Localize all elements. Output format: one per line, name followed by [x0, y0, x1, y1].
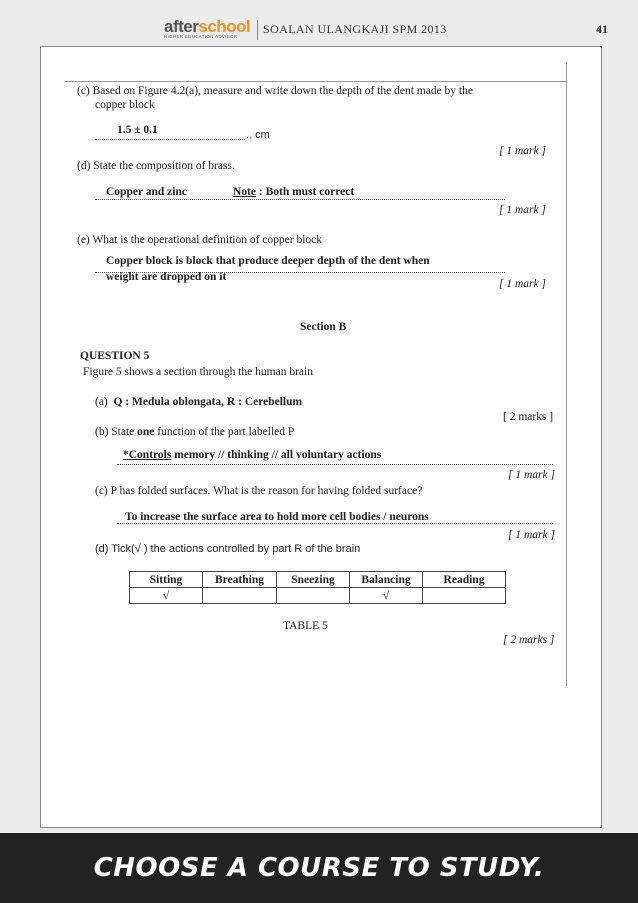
- table-header-cell: Breathing: [203, 572, 277, 588]
- tick-cell: √: [350, 588, 423, 604]
- tick-cell: [203, 588, 277, 604]
- top-rule: [65, 81, 566, 82]
- q5b-question: (b) State one function of the part labelled P: [95, 426, 295, 438]
- logo-wordmark: afterschool: [164, 17, 251, 36]
- q4d-answer: Copper and zinc: [106, 186, 187, 198]
- q4d-question: (d) State the composition of brass.: [77, 160, 235, 172]
- q5-title: QUESTION 5: [80, 350, 150, 362]
- q4e-answer-line1: Copper block is block that produce deeper depth of the dent when: [106, 255, 430, 267]
- afterschool-logo: [164, 17, 250, 39]
- q4d-answer-line: [95, 199, 505, 200]
- table-header-cell: Reading: [423, 572, 506, 588]
- banner-text: CHOOSE A COURSE TO STUDY.: [93, 853, 545, 883]
- q5d-question: (d) Tick(√ ) the actions controlled by part R of the brain: [95, 543, 361, 555]
- header-title: SOALAN ULANGKAJI SPM 2013: [263, 22, 447, 36]
- q4c-answer: 1.5 ± 0.1: [117, 124, 158, 136]
- q5c-answer-line: [117, 523, 553, 524]
- q5b-answer-line: [117, 464, 553, 465]
- q4c-question-line1: (c) Based on Figure 4.2(a), measure and write down the depth of the dent made by the: [77, 85, 473, 97]
- table-caption: TABLE 5: [283, 620, 328, 632]
- q5a-answer: (a) Q : Medula oblongata, R : Cerebellum: [95, 396, 303, 408]
- q4e-question: (e) What is the operational definition of copper block: [77, 234, 323, 246]
- promo-banner[interactable]: [0, 833, 638, 903]
- tick-cell: [277, 588, 350, 604]
- q5-intro: Figure 5 shows a section through the human brain: [83, 366, 313, 378]
- q5c-question: (c) P has folded surfaces. What is the reason for having folded surface?: [95, 485, 423, 497]
- q4e-answer-line2: weight are dropped on it: [106, 271, 227, 283]
- margin-line: [566, 62, 567, 686]
- table-header-cell: Sneezing: [277, 572, 350, 588]
- page-number: 41: [596, 22, 608, 36]
- logo-tagline: HIGHER EDUCATION ADVISOR: [164, 34, 238, 39]
- table-5: [129, 571, 506, 604]
- table-header-row: [130, 572, 506, 588]
- table-header-cell: Balancing: [350, 572, 423, 588]
- q5b-answer: *Controls memory // thinking // all voluntary actions: [123, 449, 382, 461]
- q4d-mark: [ 1 mark ]: [499, 204, 546, 216]
- q4c-question-line2: copper block: [95, 99, 155, 111]
- q4e-mark: [ 1 mark ]: [499, 278, 546, 290]
- table-header-cell: Sitting: [130, 572, 203, 588]
- q5d-mark: [ 2 marks ]: [503, 634, 555, 646]
- q5b-mark: [ 1 mark ]: [508, 469, 555, 481]
- header-divider: [257, 20, 258, 40]
- q5a-mark: [ 2 marks ]: [503, 411, 554, 423]
- q4d-note: Note : Both must correct: [233, 186, 355, 198]
- tick-cell: [423, 588, 506, 604]
- q5c-answer: To increase the surface area to hold more cell bodies / neurons: [125, 511, 429, 523]
- section-b-title: Section B: [300, 321, 347, 333]
- q4c-mark: [ 1 mark ]: [499, 145, 546, 157]
- q4c-answer-line: [95, 139, 245, 140]
- table-row: [130, 588, 506, 604]
- q5c-mark: [ 1 mark ]: [508, 529, 555, 541]
- tick-cell: √: [130, 588, 203, 604]
- q4c-unit: .. cm: [246, 129, 270, 141]
